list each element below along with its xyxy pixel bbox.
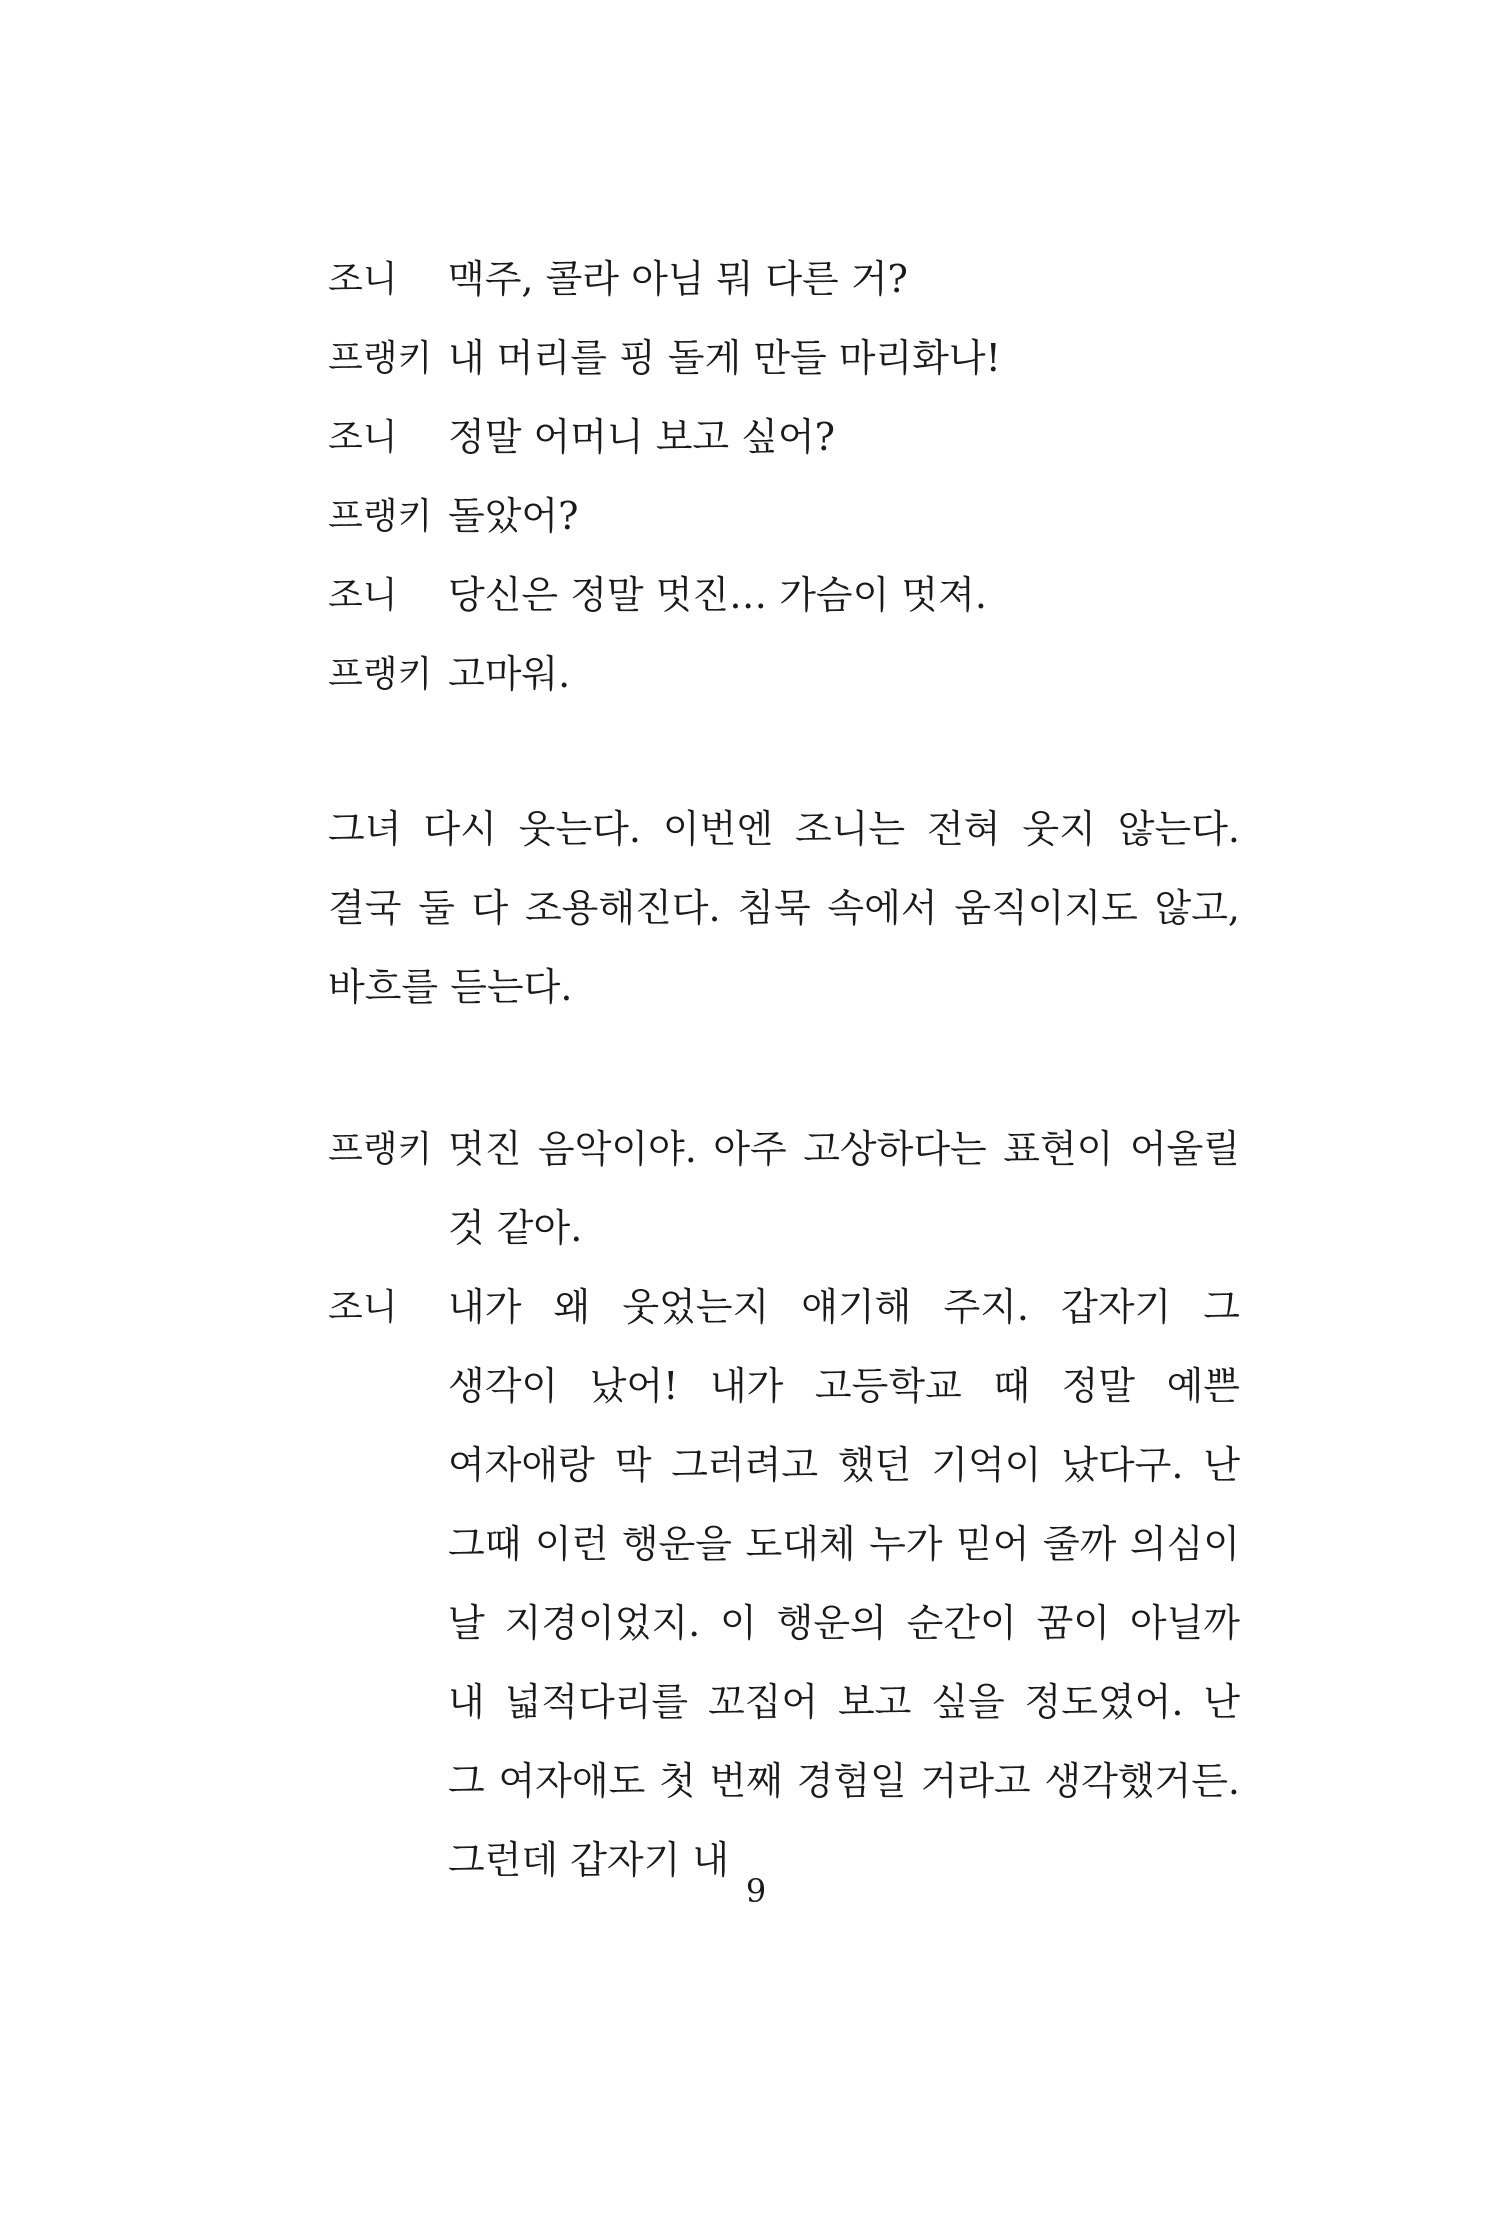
speech-text: 고마워.	[448, 652, 571, 696]
dialogue-block-1	[328, 240, 1240, 714]
page-number: 9	[745, 1872, 767, 1910]
speech-text: 멋진 음악이야. 아주 고상하다는 표현이 어울릴 것 같아.	[448, 1127, 1240, 1250]
speech-text: 내가 왜 웃었는지 얘기해 주지. 갑자기 그 생각이 났어! 내가 고등학교 때 정말 예쁜 여자애랑 막 그러려고 했던 기억이 났다구. 난 그때 이런 행운을 도대체 누가 믿어 줄까 의심이 날 지경이었지. 이 행운의 순간이 꿈이 아닐까 내 넓적다리를 꼬집어 보고 싶을 정도였어. 난 그 여자애도 첫 번째 경험일 거라고 생각했거든. 그런데 갑자기 내	[448, 1285, 1240, 1882]
dialogue-block-2	[328, 1110, 1240, 1900]
speech-text: 내 머리를 핑 돌게 만들 마리화나!	[448, 336, 1001, 380]
speaker-name: 프랭키	[328, 338, 433, 379]
dialogue-line	[328, 240, 1240, 319]
speaker-name: 조니	[328, 1287, 398, 1328]
speaker-name: 프랭키	[328, 1129, 433, 1170]
dialogue-line	[328, 635, 1240, 714]
dialogue-line	[328, 1268, 1240, 1900]
dialogue-line	[328, 398, 1240, 477]
dialogue-line	[328, 556, 1240, 635]
speaker-name: 프랭키	[328, 496, 433, 537]
speech-text: 정말 어머니 보고 싶어?	[448, 415, 835, 459]
speech-text: 맥주, 콜라 아님 뭐 다른 거?	[448, 257, 908, 301]
speaker-name: 프랭키	[328, 654, 433, 695]
speaker-name: 조니	[328, 575, 398, 616]
speaker-name: 조니	[328, 417, 398, 458]
stage-direction: 그녀 다시 웃는다. 이번엔 조니는 전혀 웃지 않는다. 결국 둘 다 조용해진다. 침묵 속에서 움직이지도 않고, 바흐를 듣는다.	[328, 807, 1240, 1009]
dialogue-line	[328, 319, 1240, 398]
dialogue-line	[328, 1110, 1240, 1268]
speech-text: 돌았어?	[448, 494, 579, 538]
dialogue-line	[328, 477, 1240, 556]
speaker-name: 조니	[328, 259, 398, 300]
speech-text: 당신은 정말 멋진… 가슴이 멋져.	[448, 573, 987, 617]
